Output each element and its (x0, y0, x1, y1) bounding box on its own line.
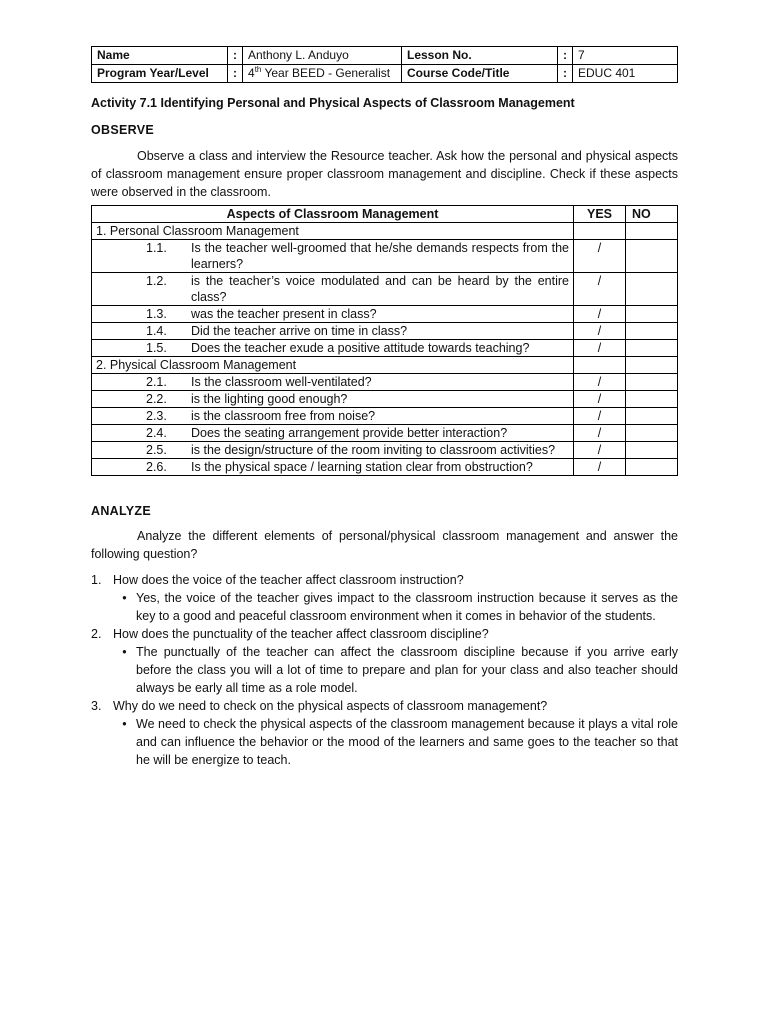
program-year-suffix: th (254, 65, 262, 74)
category-row (92, 357, 678, 374)
category-row (92, 223, 678, 240)
document-page (91, 46, 678, 769)
lesson-value: 7 (573, 47, 678, 65)
questions-list (91, 571, 678, 769)
table-row (92, 240, 678, 273)
observe-text: Observe a class and interview the Resource teacher. Ask how the personal and physical aspects of classroom management ensure proper classroom management and discipline. Check if these aspects were observed in the classroom. (91, 149, 678, 199)
table-row (92, 374, 678, 391)
table-row (92, 391, 678, 408)
question-number: 2.4. (146, 426, 167, 440)
question-item (96, 240, 569, 272)
name-label: Name (92, 47, 228, 65)
no-cell (626, 223, 678, 240)
program-label: Program Year/Level (92, 65, 228, 83)
answer-text: The punctually of the teacher can affect the classroom discipline because if you arrive early before the class you will a lot of time to prepare and plan for your class and also teacher should always be early all time as a role model. (136, 645, 678, 695)
colon: : (228, 47, 243, 65)
question-text: How does the voice of the teacher affect classroom instruction? (113, 573, 464, 587)
question-number: 1.3. (146, 307, 167, 321)
question-text: Is the teacher well-groomed that he/she demands respects from the learners? (191, 241, 569, 271)
question-cell (92, 323, 574, 340)
question-text: is the classroom free from noise? (191, 409, 376, 423)
bullet-icon: • (122, 717, 127, 731)
question-text: Why do we need to check on the physical aspects of classroom management? (113, 699, 548, 713)
answer (113, 589, 678, 625)
colon: : (558, 65, 573, 83)
question-number: 2.6. (146, 460, 167, 474)
no-mark (626, 340, 678, 357)
table-row (92, 273, 678, 306)
question-item (96, 323, 569, 339)
question-item (96, 459, 569, 475)
yes-mark: / (574, 442, 626, 459)
question-item (96, 408, 569, 424)
question-line (91, 571, 678, 589)
lesson-label: Lesson No. (402, 47, 558, 65)
question-line (91, 625, 678, 643)
question-number: 1.4. (146, 324, 167, 338)
table-row (92, 408, 678, 425)
yes-mark: / (574, 391, 626, 408)
yes-mark: / (574, 459, 626, 476)
yes-mark: / (574, 306, 626, 323)
question-text: Did the teacher arrive on time in class? (191, 324, 408, 338)
yes-mark: / (574, 374, 626, 391)
list-item (91, 697, 678, 769)
question-number: 1.5. (146, 341, 167, 355)
colon: : (228, 65, 243, 83)
question-cell (92, 340, 574, 357)
no-mark (626, 408, 678, 425)
question-cell (92, 425, 574, 442)
no-mark (626, 374, 678, 391)
question-item (96, 442, 569, 458)
no-cell (626, 357, 678, 374)
table-row (92, 442, 678, 459)
question-number: 2.5. (146, 443, 167, 457)
bullet-icon: • (122, 591, 127, 605)
question-item (96, 425, 569, 441)
category-heading: 1. Personal Classroom Management (92, 223, 574, 240)
no-mark (626, 273, 678, 306)
col-no-header: NO (626, 206, 678, 223)
question-number: 1. (91, 573, 102, 587)
question-text: Is the physical space / learning station clear from obstruction? (191, 460, 533, 474)
question-number: 3. (91, 699, 102, 713)
question-number: 2.2. (146, 392, 167, 406)
question-item (96, 374, 569, 390)
question-cell (92, 306, 574, 323)
answer-text: Yes, the voice of the teacher gives impact to the classroom instruction because it serves as the key to a good and peaceful classroom environment when it comes in behavior of the students. (136, 591, 678, 623)
course-label: Course Code/Title (402, 65, 558, 83)
question-number: 1.2. (146, 274, 167, 288)
aspects-table (91, 205, 678, 476)
no-mark (626, 425, 678, 442)
no-mark (626, 459, 678, 476)
col-aspects-header: Aspects of Classroom Management (92, 206, 574, 223)
question-number: 2.1. (146, 375, 167, 389)
question-text: How does the punctuality of the teacher affect classroom discipline? (113, 627, 489, 641)
no-mark (626, 306, 678, 323)
question-item (96, 306, 569, 322)
table-row (92, 459, 678, 476)
program-value (243, 65, 402, 83)
question-text: Is the classroom well-ventilated? (191, 375, 372, 389)
no-mark (626, 442, 678, 459)
question-cell (92, 391, 574, 408)
question-cell (92, 273, 574, 306)
program-year-rest: Year BEED - Generalist (261, 66, 391, 80)
program-year-number: 4 (248, 66, 255, 80)
yes-cell (574, 223, 626, 240)
yes-mark: / (574, 240, 626, 273)
question-text: Does the teacher exude a positive attitude towards teaching? (191, 341, 530, 355)
question-item (96, 391, 569, 407)
table-row (92, 425, 678, 442)
question-cell (92, 240, 574, 273)
aspects-table-header (92, 206, 678, 223)
yes-cell (574, 357, 626, 374)
no-mark (626, 240, 678, 273)
question-number: 2.3. (146, 409, 167, 423)
question-text: was the teacher present in class? (191, 307, 377, 321)
answer (113, 643, 678, 697)
question-item (96, 340, 569, 356)
observe-heading: OBSERVE (91, 123, 155, 137)
question-number: 1.1. (146, 241, 167, 255)
yes-mark: / (574, 425, 626, 442)
table-row (92, 323, 678, 340)
list-item (91, 571, 678, 625)
table-row (92, 340, 678, 357)
yes-mark: / (574, 323, 626, 340)
col-yes-header: YES (574, 206, 626, 223)
answer-text: We need to check the physical aspects of the classroom management because it plays a vital role and can influence the behavior or the mood of the learners and same goes to the teacher so that he will be energize to teach. (136, 717, 678, 767)
question-cell (92, 374, 574, 391)
category-heading: 2. Physical Classroom Management (92, 357, 574, 374)
no-mark (626, 391, 678, 408)
question-cell (92, 408, 574, 425)
yes-mark: / (574, 340, 626, 357)
answer (113, 715, 678, 769)
question-text: is the lighting good enough? (191, 392, 348, 406)
no-mark (626, 323, 678, 340)
colon: : (558, 47, 573, 65)
question-text: is the teacher’s voice modulated and can be heard by the entire class? (191, 274, 569, 304)
question-item (96, 273, 569, 305)
question-text: is the design/structure of the room inviting to classroom activities? (191, 443, 556, 457)
header-info-table (91, 46, 678, 83)
question-text: Does the seating arrangement provide better interaction? (191, 426, 508, 440)
activity-title: Activity 7.1 Identifying Personal and Physical Aspects of Classroom Management (91, 96, 575, 110)
table-row (92, 306, 678, 323)
bullet-icon: • (122, 645, 127, 659)
analyze-heading: ANALYZE (91, 504, 151, 518)
name-value: Anthony L. Anduyo (243, 47, 402, 65)
question-line (91, 697, 678, 715)
course-value: EDUC 401 (573, 65, 678, 83)
yes-mark: / (574, 273, 626, 306)
yes-mark: / (574, 408, 626, 425)
question-number: 2. (91, 627, 102, 641)
list-item (91, 625, 678, 697)
question-cell (92, 442, 574, 459)
analyze-intro: Analyze the different elements of personal/physical classroom management and answer the following question? (91, 529, 678, 561)
question-cell (92, 459, 574, 476)
